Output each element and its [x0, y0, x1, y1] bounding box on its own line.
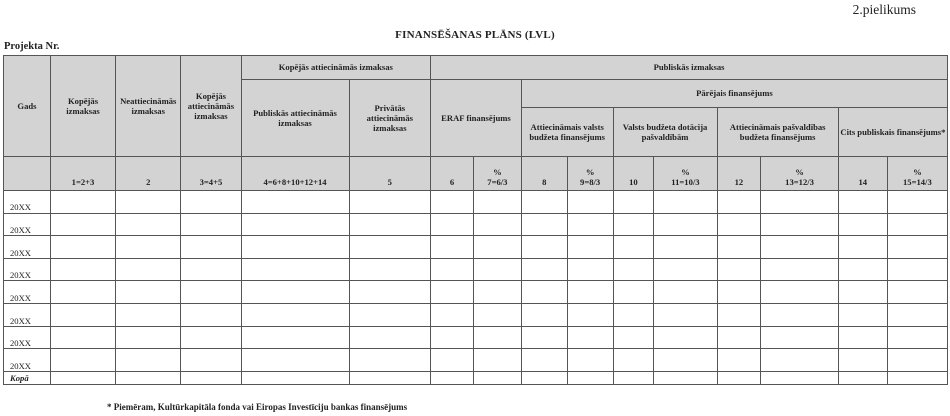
year-cell: 20XX — [4, 281, 51, 304]
formula-label: 7=6/3 — [487, 176, 508, 187]
value-cell — [116, 236, 181, 259]
value-cell — [116, 371, 181, 384]
value-cell — [473, 281, 521, 304]
value-cell — [717, 371, 761, 384]
table-header — [4, 56, 948, 191]
percent-sign: % — [681, 166, 690, 177]
value-cell — [761, 213, 838, 236]
header-kopejas-attiecinamas-izmaksas: Kopējās attiecināmās izmaksas — [181, 56, 241, 157]
value-cell — [567, 281, 613, 304]
value-cell — [521, 349, 567, 372]
formula-row — [4, 157, 948, 191]
value-cell — [654, 213, 717, 236]
header-publiskas-attiecinamas: Publiskās attiecināmās izmaksas — [241, 80, 349, 157]
value-cell — [717, 349, 761, 372]
value-cell — [887, 371, 947, 384]
value-cell — [887, 191, 947, 214]
value-cell — [431, 349, 474, 372]
formula-label: 1=2+3 — [71, 176, 95, 187]
value-cell — [241, 281, 349, 304]
value-cell — [181, 236, 241, 259]
value-cell — [50, 236, 115, 259]
value-cell — [717, 281, 761, 304]
value-cell — [567, 213, 613, 236]
formula-label: 10 — [629, 176, 638, 187]
value-cell — [838, 371, 887, 384]
value-cell — [50, 349, 115, 372]
header-pasvaldibas-finansejums: Attiecināmais pašvaldības budžeta finansējums — [717, 108, 838, 157]
value-cell — [50, 371, 115, 384]
formula-cell — [50, 157, 115, 191]
header-gads: Gads — [4, 56, 51, 157]
formula-cell — [887, 157, 947, 191]
value-cell — [431, 281, 474, 304]
value-cell — [431, 191, 474, 214]
value-cell — [654, 281, 717, 304]
value-cell — [181, 281, 241, 304]
value-cell — [717, 326, 761, 349]
value-cell — [241, 258, 349, 281]
value-cell — [887, 258, 947, 281]
header-eraf-finansejums: ERAF finansējums — [431, 80, 522, 157]
header-kopejas-izmaksas: Kopējās izmaksas — [50, 56, 115, 157]
value-cell — [473, 326, 521, 349]
value-cell — [567, 258, 613, 281]
value-cell — [838, 281, 887, 304]
formula-label: 3=4+5 — [199, 176, 223, 187]
table-row — [4, 349, 948, 372]
value-cell — [349, 304, 431, 327]
value-cell — [613, 281, 654, 304]
value-cell — [567, 326, 613, 349]
financing-plan-table — [3, 55, 948, 385]
value-cell — [349, 236, 431, 259]
value-cell — [654, 304, 717, 327]
percent-sign: % — [585, 166, 595, 177]
value-cell — [181, 371, 241, 384]
value-cell — [521, 213, 567, 236]
value-cell — [241, 371, 349, 384]
value-cell — [613, 371, 654, 384]
value-cell — [50, 304, 115, 327]
value-cell — [838, 258, 887, 281]
value-cell — [349, 258, 431, 281]
value-cell — [473, 258, 521, 281]
value-cell — [116, 191, 181, 214]
value-cell — [50, 191, 115, 214]
value-cell — [50, 213, 115, 236]
value-cell — [567, 349, 613, 372]
value-cell — [654, 236, 717, 259]
value-cell — [116, 349, 181, 372]
formula-cell-empty — [4, 157, 51, 191]
formula-cell — [431, 157, 474, 191]
formula-label: 11=10/3 — [671, 176, 700, 187]
value-cell — [50, 258, 115, 281]
value-cell — [431, 236, 474, 259]
value-cell — [654, 349, 717, 372]
value-cell — [654, 191, 717, 214]
value-cell — [613, 236, 654, 259]
value-cell — [116, 326, 181, 349]
value-cell — [521, 281, 567, 304]
year-cell: 20XX — [4, 349, 51, 372]
formula-label: 5 — [387, 176, 392, 187]
value-cell — [349, 326, 431, 349]
value-cell — [349, 349, 431, 372]
value-cell — [613, 326, 654, 349]
value-cell — [654, 258, 717, 281]
value-cell — [241, 349, 349, 372]
total-row — [4, 371, 948, 384]
value-cell — [761, 371, 838, 384]
value-cell — [717, 258, 761, 281]
value-cell — [887, 304, 947, 327]
value-cell — [838, 213, 887, 236]
value-cell — [241, 236, 349, 259]
value-cell — [431, 326, 474, 349]
value-cell — [761, 281, 838, 304]
value-cell — [241, 326, 349, 349]
value-cell — [521, 258, 567, 281]
formula-label: 13=12/3 — [785, 176, 814, 187]
value-cell — [349, 213, 431, 236]
header-valsts-budzeta-finansejums: Attiecināmais valsts budžeta finansējums — [521, 108, 613, 157]
value-cell — [838, 191, 887, 214]
header-neattiecinamas-izmaksas: Neattiecināmās izmaksas — [116, 56, 181, 157]
value-cell — [116, 304, 181, 327]
year-cell: 20XX — [4, 304, 51, 327]
value-cell — [887, 236, 947, 259]
value-cell — [473, 304, 521, 327]
value-cell — [654, 371, 717, 384]
formula-cell — [241, 157, 349, 191]
value-cell — [473, 236, 521, 259]
value-cell — [521, 304, 567, 327]
formula-cell — [613, 157, 654, 191]
value-cell — [761, 258, 838, 281]
value-cell — [838, 304, 887, 327]
value-cell — [567, 236, 613, 259]
value-cell — [349, 371, 431, 384]
year-cell: 20XX — [4, 191, 51, 214]
value-cell — [241, 191, 349, 214]
value-cell — [241, 304, 349, 327]
formula-label: 2 — [146, 176, 151, 187]
year-cell: 20XX — [4, 326, 51, 349]
value-cell — [887, 326, 947, 349]
formula-label: 12 — [734, 176, 744, 187]
formula-label: 6 — [449, 176, 455, 187]
formula-cell — [473, 157, 521, 191]
formula-cell — [349, 157, 431, 191]
project-number-label: Projekta Nr. — [4, 41, 60, 52]
value-cell — [116, 258, 181, 281]
formula-cell — [761, 157, 838, 191]
table-row — [4, 213, 948, 236]
total-label: Kopā — [4, 371, 51, 384]
year-cell: 20XX — [4, 236, 51, 259]
value-cell — [116, 281, 181, 304]
value-cell — [887, 349, 947, 372]
value-cell — [349, 191, 431, 214]
value-cell — [887, 281, 947, 304]
formula-label: 15=14/3 — [902, 176, 932, 187]
value-cell — [613, 304, 654, 327]
value-cell — [567, 304, 613, 327]
value-cell — [717, 304, 761, 327]
value-cell — [50, 326, 115, 349]
value-cell — [613, 349, 654, 372]
formula-cell — [654, 157, 717, 191]
value-cell — [473, 371, 521, 384]
percent-sign: % — [913, 166, 922, 177]
value-cell — [181, 191, 241, 214]
table-body — [4, 191, 948, 385]
formula-cell — [717, 157, 761, 191]
value-cell — [567, 191, 613, 214]
value-cell — [431, 371, 474, 384]
formula-cell — [181, 157, 241, 191]
header-valsts-budzeta-dotacija: Valsts budžeta dotācija pašvaldībām — [613, 108, 717, 157]
value-cell — [181, 304, 241, 327]
formula-cell — [116, 157, 181, 191]
value-cell — [567, 371, 613, 384]
value-cell — [717, 213, 761, 236]
value-cell — [717, 236, 761, 259]
header-cits-publiskais-finansejums: Cits publiskais finansējums* — [838, 108, 947, 157]
header-group-kopejas-attiecinamas: Kopējās attiecināmās izmaksas — [241, 56, 431, 80]
formula-label: 9=8/3 — [580, 176, 601, 187]
value-cell — [181, 349, 241, 372]
value-cell — [473, 213, 521, 236]
formula-label: 8 — [542, 176, 547, 187]
value-cell — [50, 281, 115, 304]
value-cell — [431, 258, 474, 281]
value-cell — [181, 326, 241, 349]
value-cell — [521, 236, 567, 259]
value-cell — [613, 258, 654, 281]
value-cell — [473, 349, 521, 372]
value-cell — [473, 191, 521, 214]
value-cell — [349, 281, 431, 304]
table-row — [4, 326, 948, 349]
table-row — [4, 236, 948, 259]
table-row — [4, 191, 948, 214]
value-cell — [838, 326, 887, 349]
value-cell — [521, 326, 567, 349]
formula-cell — [838, 157, 887, 191]
header-group-publiskas-izmaksas: Publiskās izmaksas — [431, 56, 948, 80]
value-cell — [241, 213, 349, 236]
table-row — [4, 304, 948, 327]
value-cell — [431, 304, 474, 327]
appendix-label: 2.pielikums — [852, 2, 916, 17]
footnote: * Piemēram, Kultūrkapitāla fonda vai Eiropas Investīciju bankas finansējums — [107, 402, 408, 412]
value-cell — [887, 213, 947, 236]
value-cell — [838, 349, 887, 372]
header-privatas-attiecinamas: Privātās attiecināmās izmaksas — [349, 80, 431, 157]
value-cell — [838, 236, 887, 259]
percent-sign: % — [493, 166, 502, 177]
page-title: FINANSĒŠANAS PLĀNS (LVL) — [395, 29, 555, 41]
year-cell: 20XX — [4, 258, 51, 281]
formula-cell — [521, 157, 567, 191]
value-cell — [521, 371, 567, 384]
value-cell — [654, 326, 717, 349]
table-row — [4, 258, 948, 281]
value-cell — [717, 191, 761, 214]
value-cell — [521, 191, 567, 214]
value-cell — [761, 326, 838, 349]
year-cell: 20XX — [4, 213, 51, 236]
value-cell — [181, 213, 241, 236]
formula-cell — [567, 157, 613, 191]
value-cell — [761, 304, 838, 327]
header-parejais-finansejums: Pārējais finansējums — [521, 80, 947, 108]
formula-label: 14 — [858, 176, 868, 187]
value-cell — [613, 191, 654, 214]
value-cell — [761, 349, 838, 372]
percent-sign: % — [795, 166, 804, 177]
value-cell — [181, 258, 241, 281]
value-cell — [761, 191, 838, 214]
formula-label: 4=6+8+10+12+14 — [263, 176, 327, 187]
table-row — [4, 281, 948, 304]
value-cell — [761, 236, 838, 259]
value-cell — [431, 213, 474, 236]
value-cell — [116, 213, 181, 236]
value-cell — [613, 213, 654, 236]
